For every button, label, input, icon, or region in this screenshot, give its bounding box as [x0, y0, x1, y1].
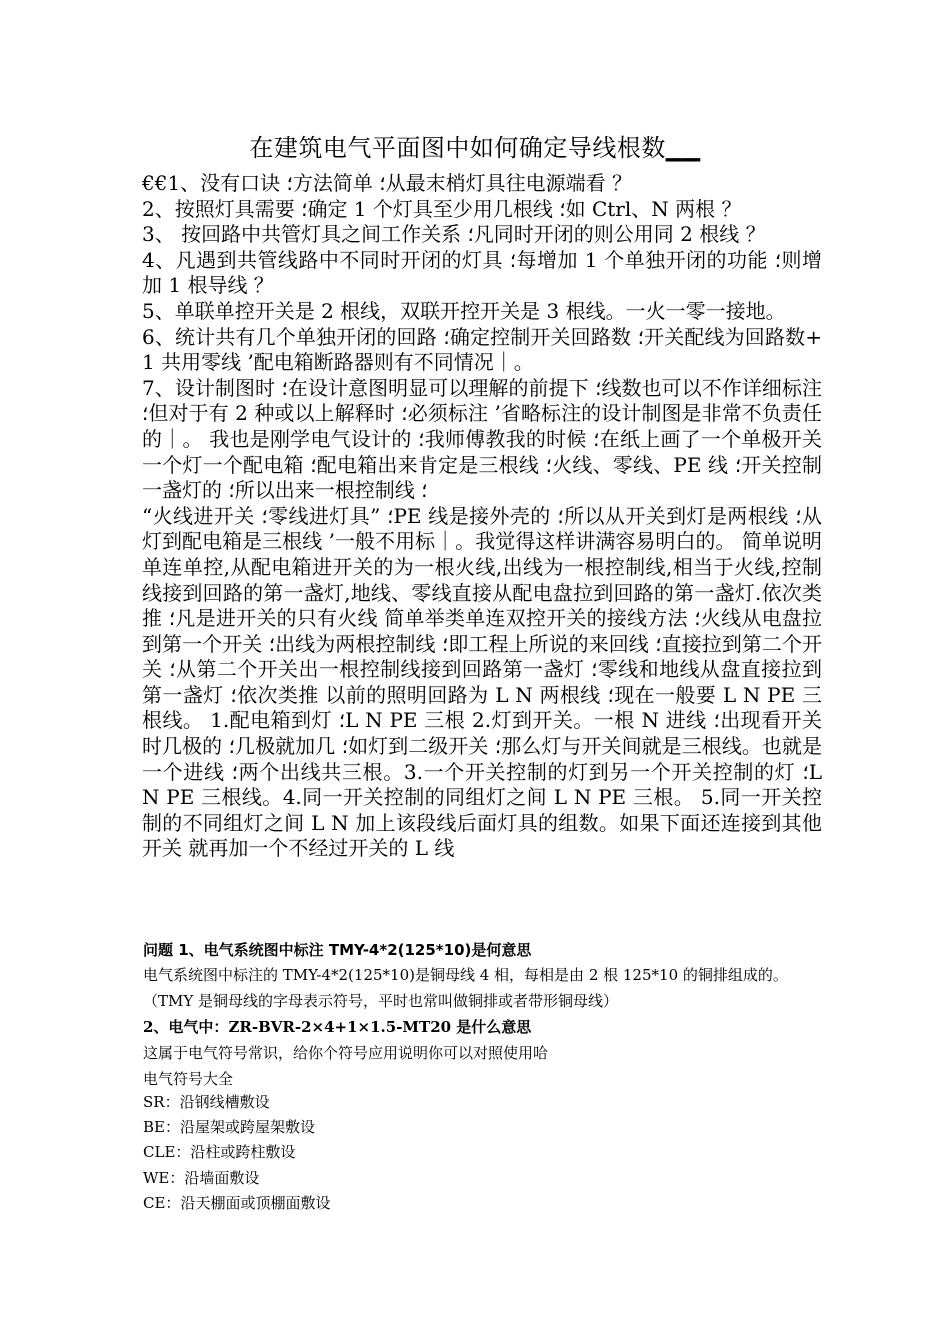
main-body — [142, 171, 822, 862]
symbol-desc: 沿墙面敷设 — [184, 1168, 260, 1187]
body-paragraph-5: 5、单联单控开关是 2 根线，双联开控开关是 3 根线。一火一零一接地。 — [142, 298, 786, 323]
symbol-item-sr — [143, 1090, 823, 1115]
question-1-answer: 电气系统图中标注的 TMY-4*2(125*10)是铜母线 4 相，每相是由 2 根 125*10 的铜排组成的。 — [143, 966, 788, 984]
symbol-item-we — [143, 1166, 823, 1191]
symbol-code: WE： — [143, 1168, 185, 1187]
body-paragraph-2: 2、按照灯具需要 ؛确定 1 个灯具至少用几根线 ؛如 Ctrl、N 两根 ？ — [142, 196, 742, 221]
symbol-desc: 沿柱或跨柱敷设 — [190, 1143, 296, 1162]
body-paragraph-7: 7、设计制图时 ؛在设计意图明显可以理解的前提下 ؛线数也可以不作详细标注 ؛但对于有 2 种或以上解释时 ؛必须标注 ’省略标注的设计制图是非常不负责任的｜。 我也是刚学电气设计的 ؛我师傅教我的时候 ؛在纸上画了一个单极开关一个灯一个配电箱 ؛配电箱出来肯定是三根线 ؛火线、零线、PE 线 ؛开关控制一盏灯的 ؛所以出来一根控制线 ؛ — [142, 375, 823, 503]
title-text: 在建筑电气平面图中如何确定导线根数 — [249, 134, 666, 162]
question-2-heading: 2、电气中：ZR-BVR-2×4+1×1.5-MT20 是什么意思 — [143, 1018, 532, 1036]
body-paragraph-1: €€1、没有口诀 ؛方法简单 ؛从最末梢灯具往电源端看 ？ — [142, 171, 632, 195]
body-paragraph-3: 3、 按回路中共管灯具之间工作关系 ؛凡同时开闭的则公用同 2 根线 ？ — [142, 222, 766, 247]
symbols-title: 电气符号大全 — [143, 1070, 234, 1088]
symbol-desc: 沿屋架或跨屋架敷设 — [179, 1118, 315, 1137]
symbol-code: CLE： — [143, 1143, 191, 1162]
body-paragraph-6: 6、统计共有几个单独开闭的回路 ؛确定控制开关回路数 ؛开关配线为回路数+1 共用零线 ’配电箱断路器则有不同情况｜。 — [142, 324, 822, 375]
symbol-code: BE： — [143, 1118, 180, 1137]
question-1-note: （TMY 是铜母线的字母表示符号，平时也常叫做铜排或者带形铜母线） — [143, 992, 619, 1010]
symbol-item-ce — [143, 1191, 823, 1216]
symbol-list — [143, 1090, 823, 1216]
symbol-desc: 沿天棚面或顶棚面敷设 — [180, 1193, 331, 1212]
body-paragraph-8: “火线进开关 ؛零线进灯具” ؛PE 线是接外壳的 ؛所以从开关到灯是两根线 ؛从灯到配电箱是三根线 ’一般不用标｜。我觉得这样讲满容易明白的。 简单说明单连单控,从配电箱进开关的为一根火线,出线为一根控制线,相当于火线,控制线接到回路的第一盏灯,地线、零线直接从配电盘拉到回路的第一盏灯.依次类推 ؛凡是进开关的只有火线 简单举类单连双控开关的接线方法 ؛火线从电盘拉到第一个开关 ؛出线为两根控制线 ؛即工程上所说的来回线 ؛直接拉到第二个开关 ؛从第二个开关出一根控制线接到回路第一盏灯 ؛零线和地线从盘直接拉到第一盏灯 ؛依次类推 以前的照明回路为 L N 两根线 ؛现在一般要 L N PE 三根线。 1.配电箱到灯 ؛L N PE 三根 2.灯到开关。一根 N 进线 ؛出现看开关时几极的 ؛几极就加几 ؛如灯到二级开关 ؛那么灯与开关间就是三根线。也就是一个进线 ؛两个出线共三根。3.一个开关控制的灯到另一个开关控制的灯 ؛L N PE 三根线。4.同一开关控制的同组灯之间 L N PE 三根。 5.同一开关控制的不同组灯之间 L N 加上该段线后面灯具的组数。如果下面还连接到其他开关 就再加一个不经过开关的 L 线 — [142, 503, 823, 861]
symbol-code: CE： — [143, 1193, 181, 1212]
symbol-desc: 沿钢线槽敷设 — [179, 1093, 270, 1111]
symbol-code: SR： — [143, 1093, 180, 1111]
body-paragraph-4: 4、凡遇到共管线路中不同时开闭的灯具 ؛每增加 1 个单独开闭的功能 ؛则增加 1 根导线 ？ — [142, 247, 823, 298]
document-title — [0, 131, 950, 167]
symbol-item-cle — [143, 1140, 823, 1165]
qa-section — [143, 939, 823, 1216]
title-underline-mark: ▁▁ — [665, 137, 701, 162]
question-2-answer: 这属于电气符号常识，给你个符号应用说明你可以对照使用哈 — [143, 1044, 549, 1062]
symbol-item-be — [143, 1115, 823, 1140]
question-1-heading: 问题 1、电气系统图中标注 TMY-4*2(125*10)是何意思 — [143, 941, 532, 959]
